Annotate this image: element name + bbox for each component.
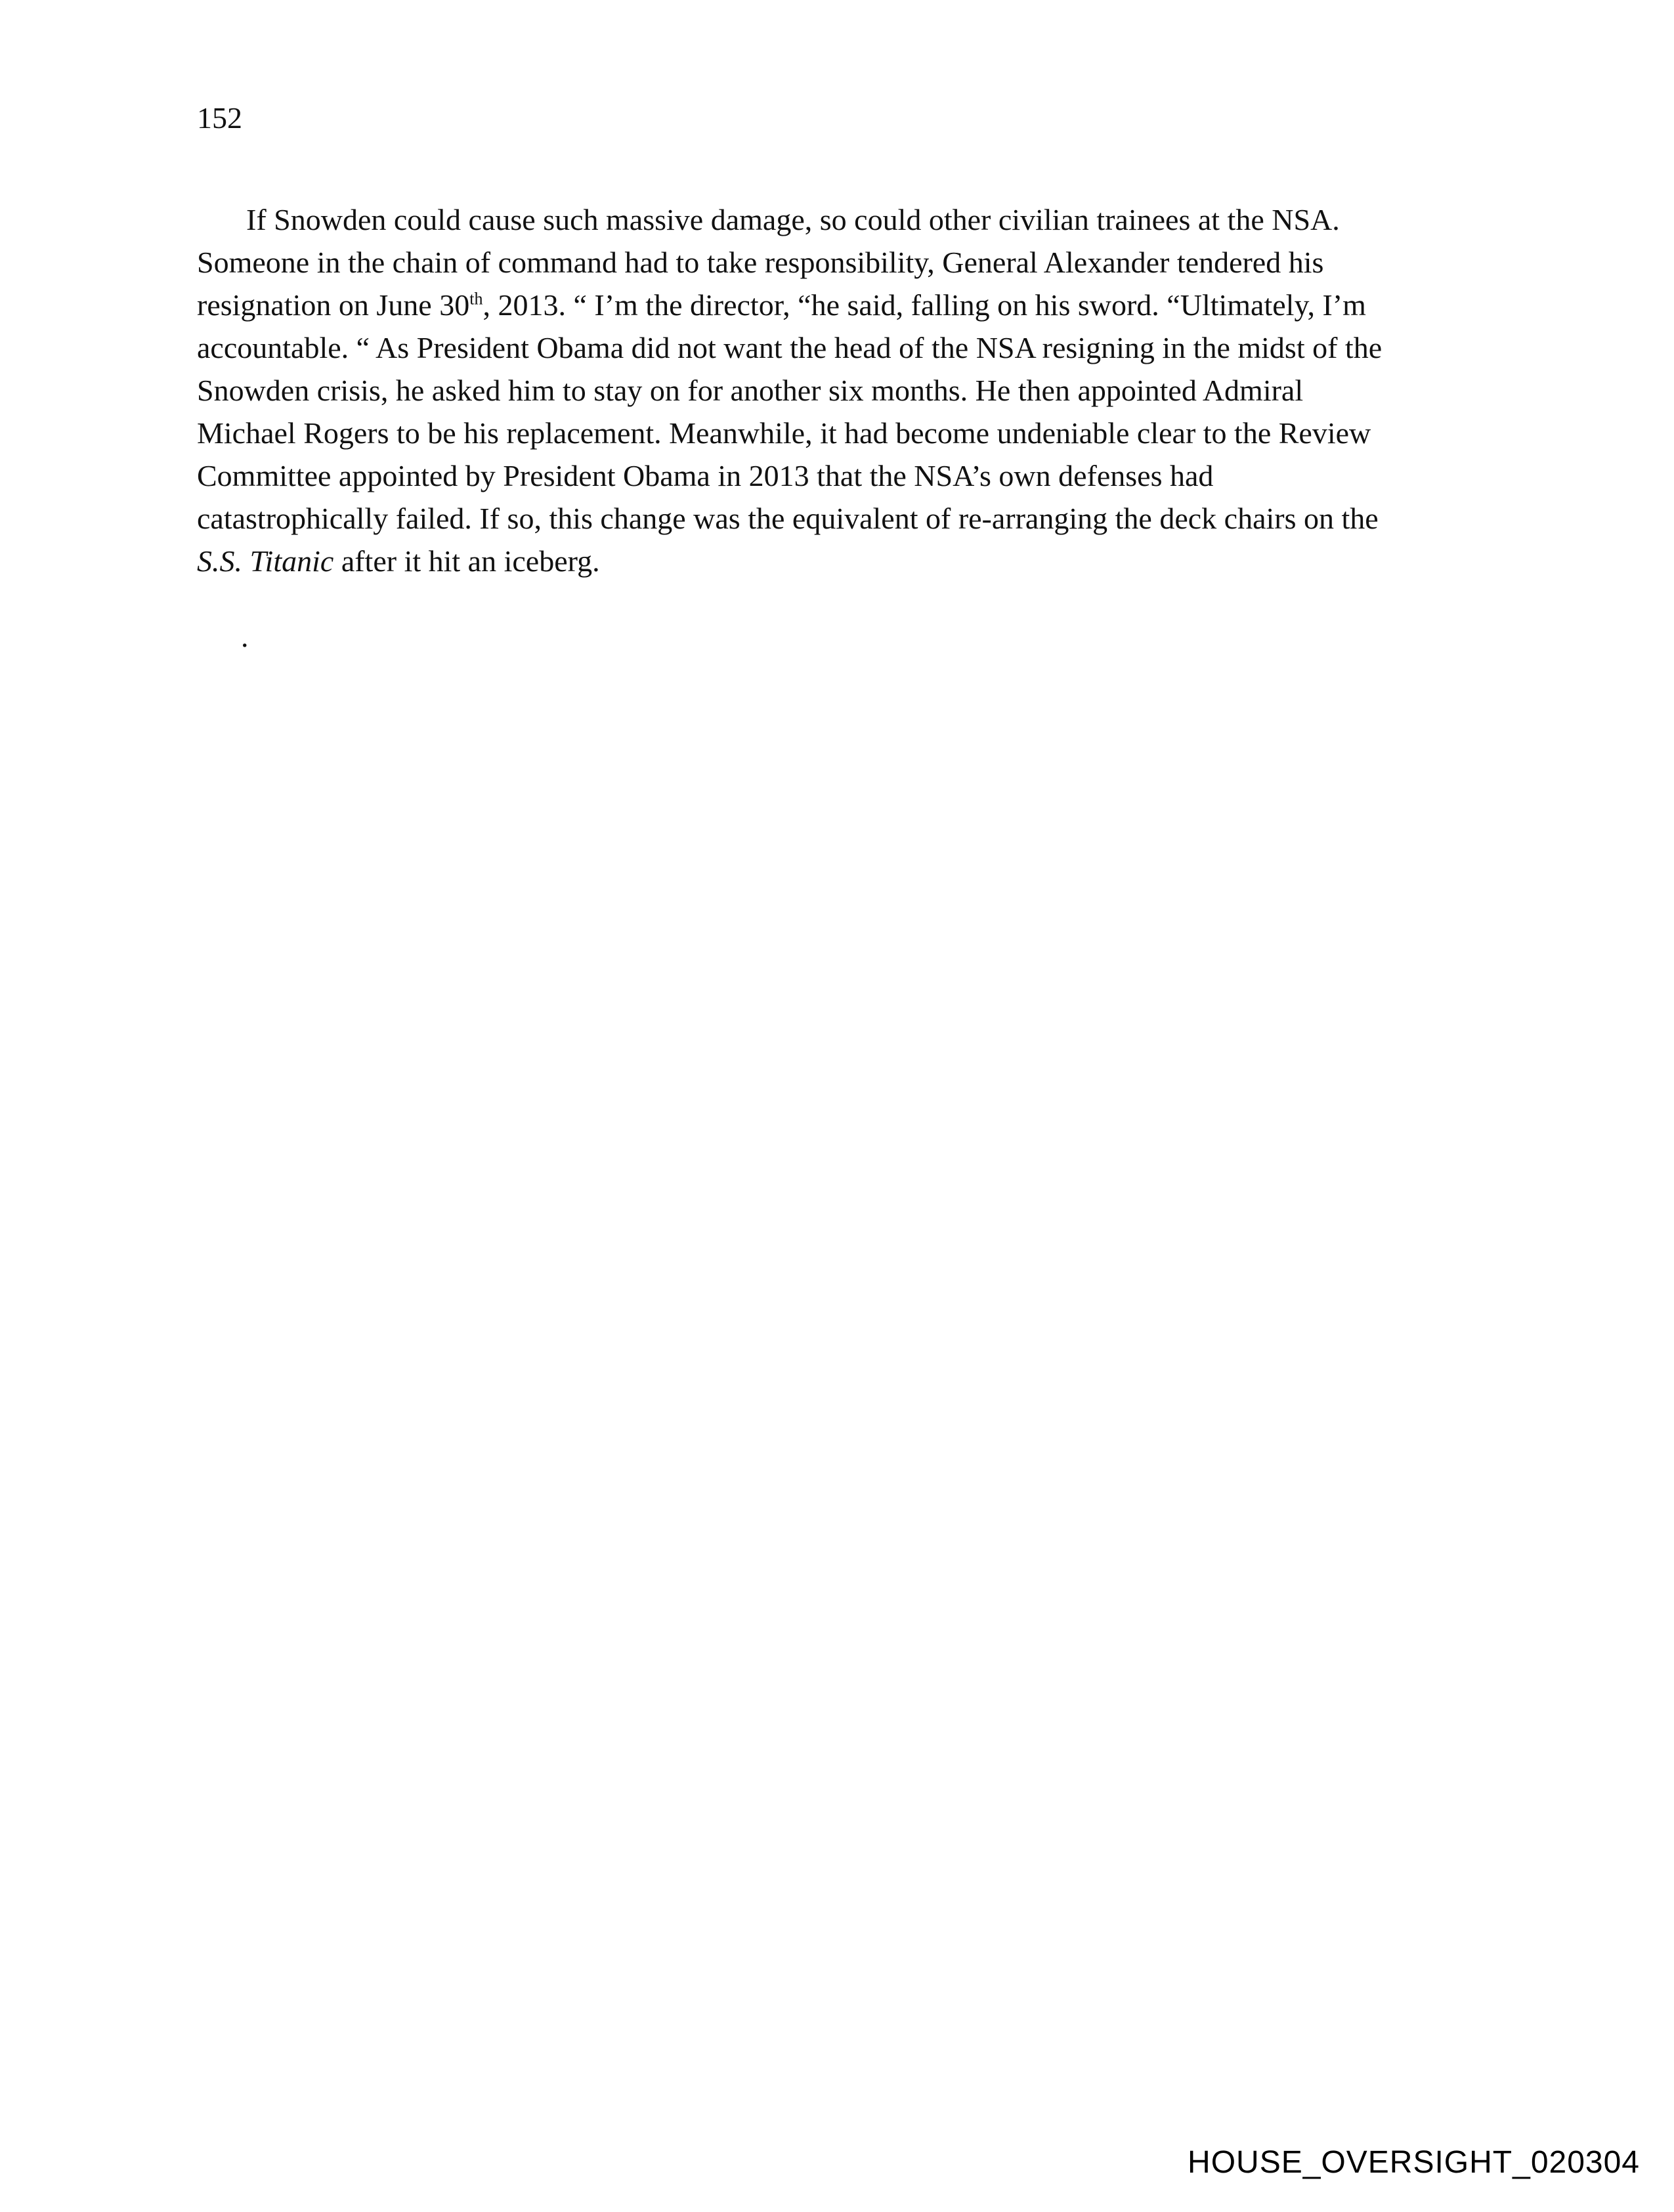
line-text: , 2013. “ I’m the director, “he said, falling on his sword. “Ultimately, I’m (483, 288, 1366, 322)
body-paragraph (197, 198, 1510, 582)
paragraph-line (197, 198, 1510, 241)
paragraph-line (197, 284, 1510, 326)
line-text: catastrophically failed. If so, this change was the equivalent of re-arranging the deck chairs on the (197, 502, 1379, 535)
paragraph-line (197, 241, 1510, 284)
line-text: Someone in the chain of command had to take responsibility, General Alexander tendered his (197, 246, 1324, 279)
line-text: after it hit an iceberg. (333, 544, 600, 578)
bates-number: HOUSE_OVERSIGHT_020304 (1188, 2145, 1640, 2180)
ship-name-italic: S.S. Titanic (197, 544, 334, 578)
paragraph-line (197, 369, 1510, 412)
stray-period: . (241, 620, 249, 653)
paragraph-line (197, 540, 1510, 582)
line-text: If Snowden could cause such massive damage, so could other civilian trainees at the NSA. (246, 203, 1340, 236)
line-text: accountable. “ As President Obama did not want the head of the NSA resigning in the midst of the (197, 331, 1383, 364)
line-text: resignation on June 30 (197, 288, 470, 322)
paragraph-line (197, 454, 1510, 497)
ordinal-superscript: th (469, 289, 483, 309)
paragraph-line (197, 497, 1510, 540)
paragraph-line (197, 326, 1510, 369)
paragraph-line (197, 412, 1510, 454)
line-text: Snowden crisis, he asked him to stay on for another six months. He then appointed Admiral (197, 374, 1304, 407)
line-text: Committee appointed by President Obama in 2013 that the NSA’s own defenses had (197, 459, 1214, 492)
page-number: 152 (197, 101, 242, 135)
line-text: Michael Rogers to be his replacement. Meanwhile, it had become undeniable clear to the Review (197, 416, 1371, 450)
